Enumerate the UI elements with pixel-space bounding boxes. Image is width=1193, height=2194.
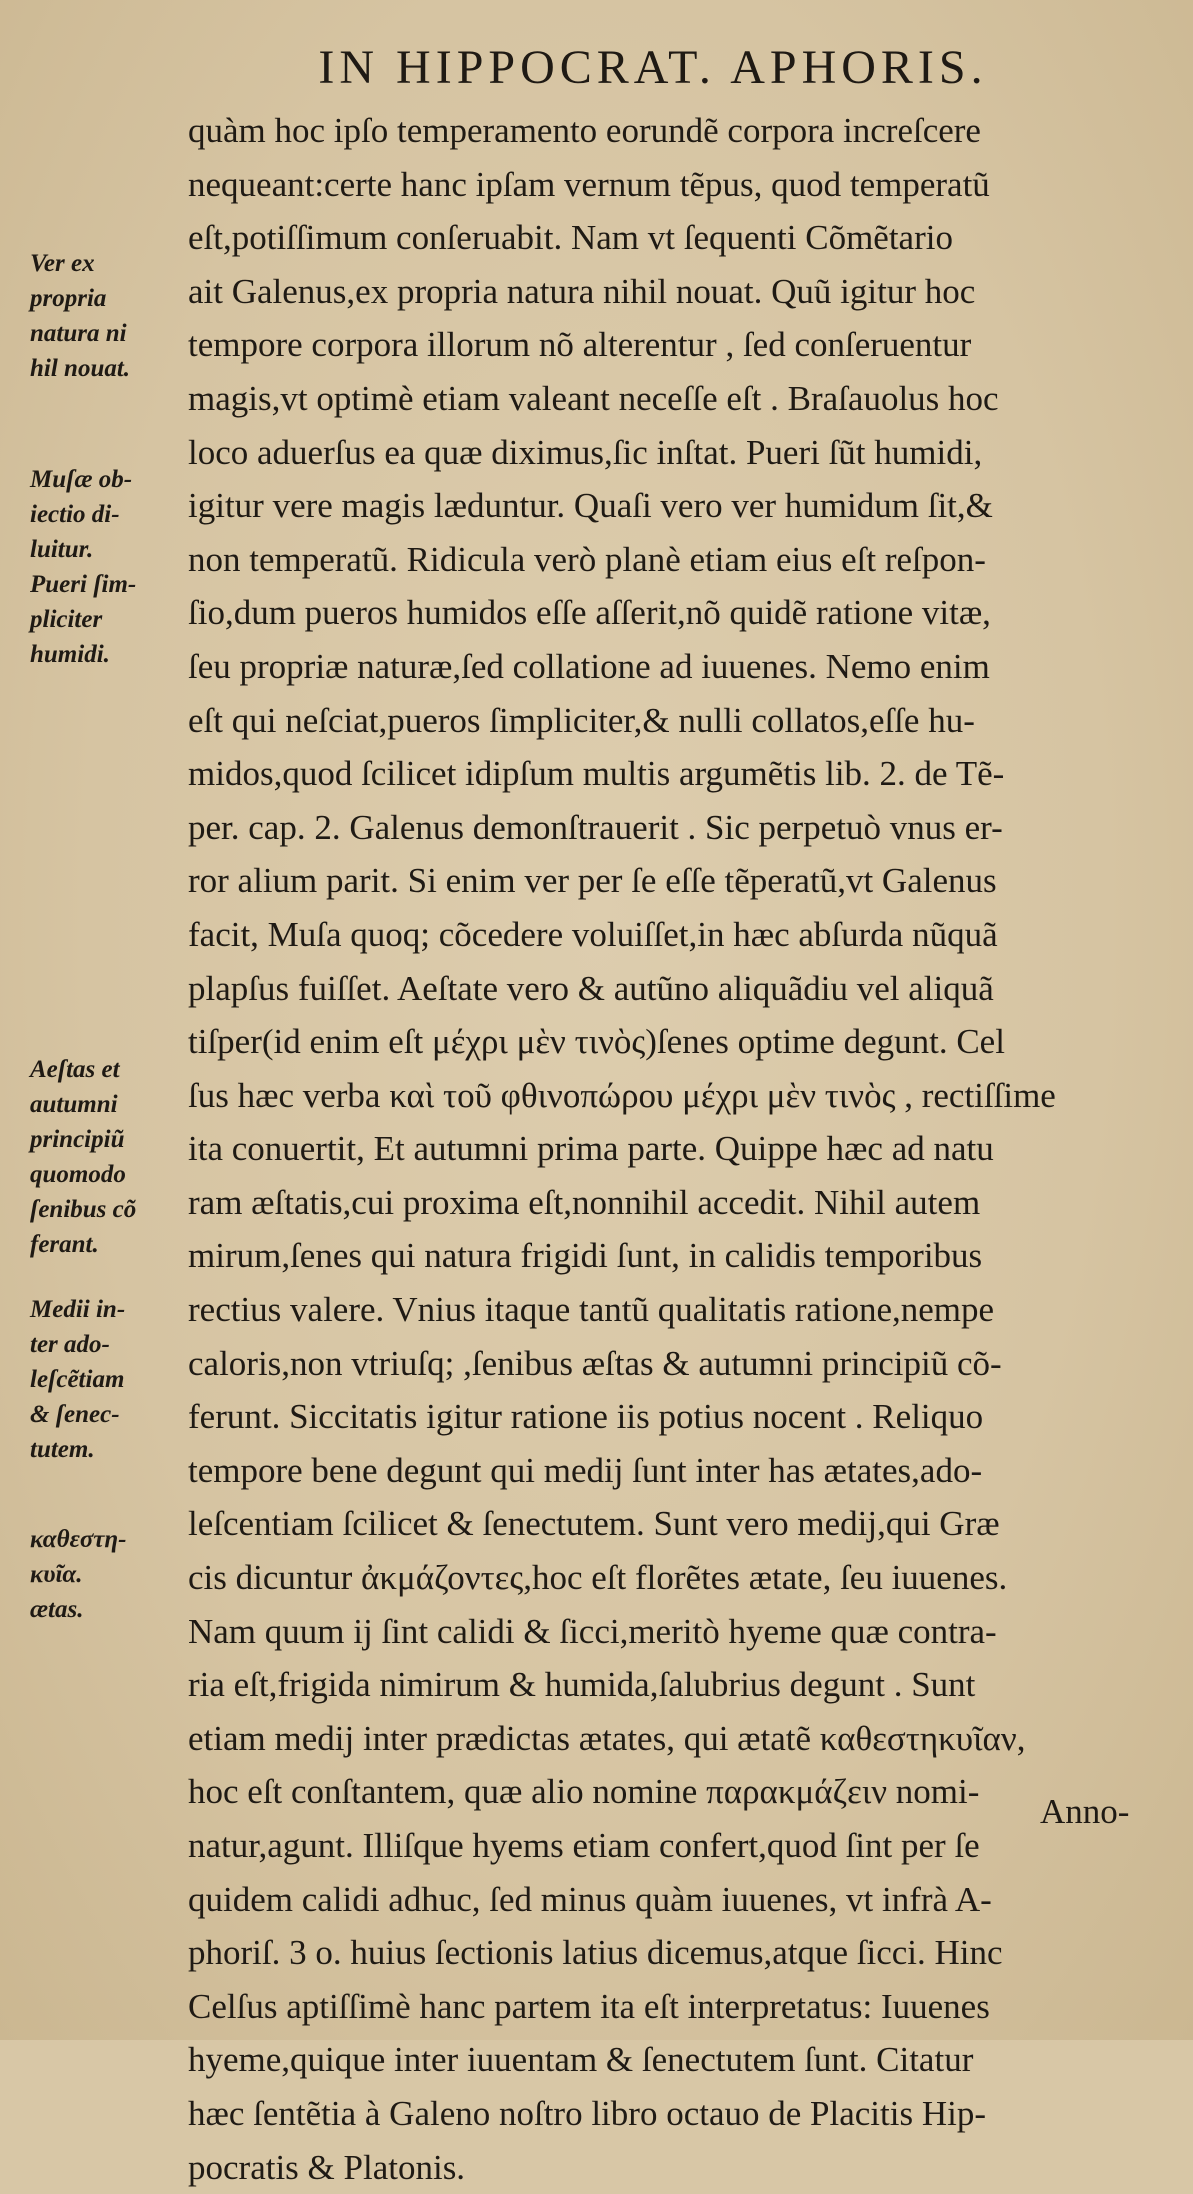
text-line: ferunt. Siccitatis igitur ratione iis potius nocent . Reliquo xyxy=(188,1397,984,1437)
margin-note-text: Ver ex propria natura ni hil nouat. xyxy=(30,250,131,382)
text-line: phoriſ. 3 o. huius ſectionis latius dicemus,atque ſicci. Hinc xyxy=(188,1933,1003,1973)
margin-note-ver-ex-propria xyxy=(30,246,130,386)
text-line: quidem calidi adhuc, ſed minus quàm iuuenes, vt infrà A- xyxy=(188,1879,992,1919)
text-line: hoc eſt conſtantem, quæ alio nomine παρακμάζειν nomi- xyxy=(188,1772,980,1812)
text-line: cis dicuntur ἀκμάζοντες,hoc eſt florẽtes ætate, ſeu iuuenes. xyxy=(188,1558,1008,1598)
text-line: tiſper(id enim eſt μέχρι μὲν τινὸς)ſenes optime degunt. Cel xyxy=(188,1022,1005,1062)
text-line: ror alium parit. Si enim ver per ſe eſſe tẽperatũ,vt Galenus xyxy=(188,861,997,901)
margin-note-text: Medii in- ter ado- leſcẽtiam & ſenec- tutem. xyxy=(30,1296,126,1463)
text-line: ſio,dum pueros humidos eſſe aſſerit,nõ quidẽ ratione vitæ, xyxy=(188,593,991,633)
text-line: eſt,potiſſimum conſeruabit. Nam vt ſequenti Cõmẽtario xyxy=(188,218,953,258)
text-line: etiam medij inter prædictas ætates, qui ætatẽ καθεστηκυῖαν, xyxy=(188,1718,1026,1758)
text-line: ria eſt,frigida nimirum & humida,ſalubrius degunt . Sunt xyxy=(188,1665,976,1705)
text-line: Nam quum ij ſint calidi & ſicci,meritò hyeme quæ contra- xyxy=(188,1611,997,1651)
running-header: IN HIPPOCRAT. APHORIS. xyxy=(318,41,988,94)
text-line: plapſus fuiſſet. Aeſtate vero & autũno aliquãdiu vel aliquã xyxy=(188,968,994,1008)
text-line: pocratis & Platonis. xyxy=(188,2147,466,2187)
text-line: rectius valere. Vnius itaque tantũ qualitatis ratione,nempe xyxy=(188,1290,995,1330)
text-line: mirum,ſenes qui natura frigidi ſunt, in calidis temporibus xyxy=(188,1236,983,1276)
text-line: ita conuertit, Et autumni prima parte. Quippe hæc ad natu xyxy=(188,1129,994,1169)
text-line: ait Galenus,ex propria natura nihil nouat. Quũ igitur hoc xyxy=(188,271,976,311)
text-line: ſus hæc verba καὶ τοῦ φθινοπώρου μέχρι μὲν τινὸς , rectiſſime xyxy=(188,1075,1056,1115)
catchword: Anno- xyxy=(1040,1792,1130,1831)
text-line: loco aduerſus ea quæ diximus,ſic inſtat. Pueri ſũt humidi, xyxy=(188,432,983,472)
text-line: ram æſtatis,cui proxima eſt,nonnihil accedit. Nihil autem xyxy=(188,1182,981,1222)
margin-note-text: Muſæ ob- iectio di- luitur. Pueri ſim- pliciter humidi. xyxy=(30,466,137,668)
text-line: Celſus aptiſſimè hanc partem ita eſt interpretatus: Iuuenes xyxy=(188,1986,990,2026)
text-line: quàm hoc ipſo temperamento eorundẽ corpora increſcere xyxy=(188,111,981,150)
text-line: tempore bene degunt qui medij ſunt inter has ætates,ado- xyxy=(188,1450,983,1490)
text-line: eſt qui neſciat,pueros ſimpliciter,& nulli collatos,eſſe hu- xyxy=(188,700,975,740)
body-text xyxy=(188,104,1148,2194)
text-line: hæc ſentẽtia à Galeno noſtro libro octauo de Placitis Hip- xyxy=(188,2093,986,2133)
text-line: natur,agunt. Illiſque hyems etiam confert,quod ſint per ſe xyxy=(188,1826,980,1865)
text-line: nequeant:certe hanc ipſam vernum tẽpus, quod temperatũ xyxy=(188,164,990,204)
margin-note-text: Aeſtas et autumni principiũ quomodo ſenibus cõ ferant. xyxy=(30,1056,137,1258)
margin-note-musae-obiectio xyxy=(30,462,136,672)
text-line: ſeu propriæ naturæ,ſed collatione ad iuuenes. Nemo enim xyxy=(188,646,990,686)
text-line: hyeme,quique inter iuuentam & ſenectutem ſunt. Citatur xyxy=(188,2040,974,2080)
text-line: midos,quod ſcilicet idipſum multis argumẽtis lib. 2. de Tẽ- xyxy=(188,754,1005,794)
margin-note-medii-inter xyxy=(30,1292,125,1467)
margin-note-text: καθεστη- κυῖα. ætas. xyxy=(30,1526,127,1623)
text-line: per. cap. 2. Galenus demonſtrauerit . Sic perpetuò vnus er- xyxy=(188,807,1003,847)
text-line: igitur vere magis læduntur. Quaſi vero ver humidum ſit,& xyxy=(188,486,993,526)
text-line: facit, Muſa quoq; cõcedere voluiſſet,in hæc abſurda nũquã xyxy=(188,914,998,954)
text-line: magis,vt optimè etiam valeant neceſſe eſt . Braſauolus hoc xyxy=(188,378,999,418)
margin-note-kathestekuia xyxy=(30,1522,126,1627)
text-line: non temperatũ. Ridicula verò planè etiam eius eſt reſpon- xyxy=(188,539,986,579)
text-line: tempore corpora illorum nõ alterentur , ſed conſeruentur xyxy=(188,325,972,365)
margin-note-aestas-autumni xyxy=(30,1052,136,1262)
text-line: caloris,non vtriuſq; ,ſenibus æſtas & autumni principiũ cõ- xyxy=(188,1343,1002,1383)
text-line: leſcentiam ſcilicet & ſenectutem. Sunt vero medij,qui Græ xyxy=(188,1504,1000,1544)
